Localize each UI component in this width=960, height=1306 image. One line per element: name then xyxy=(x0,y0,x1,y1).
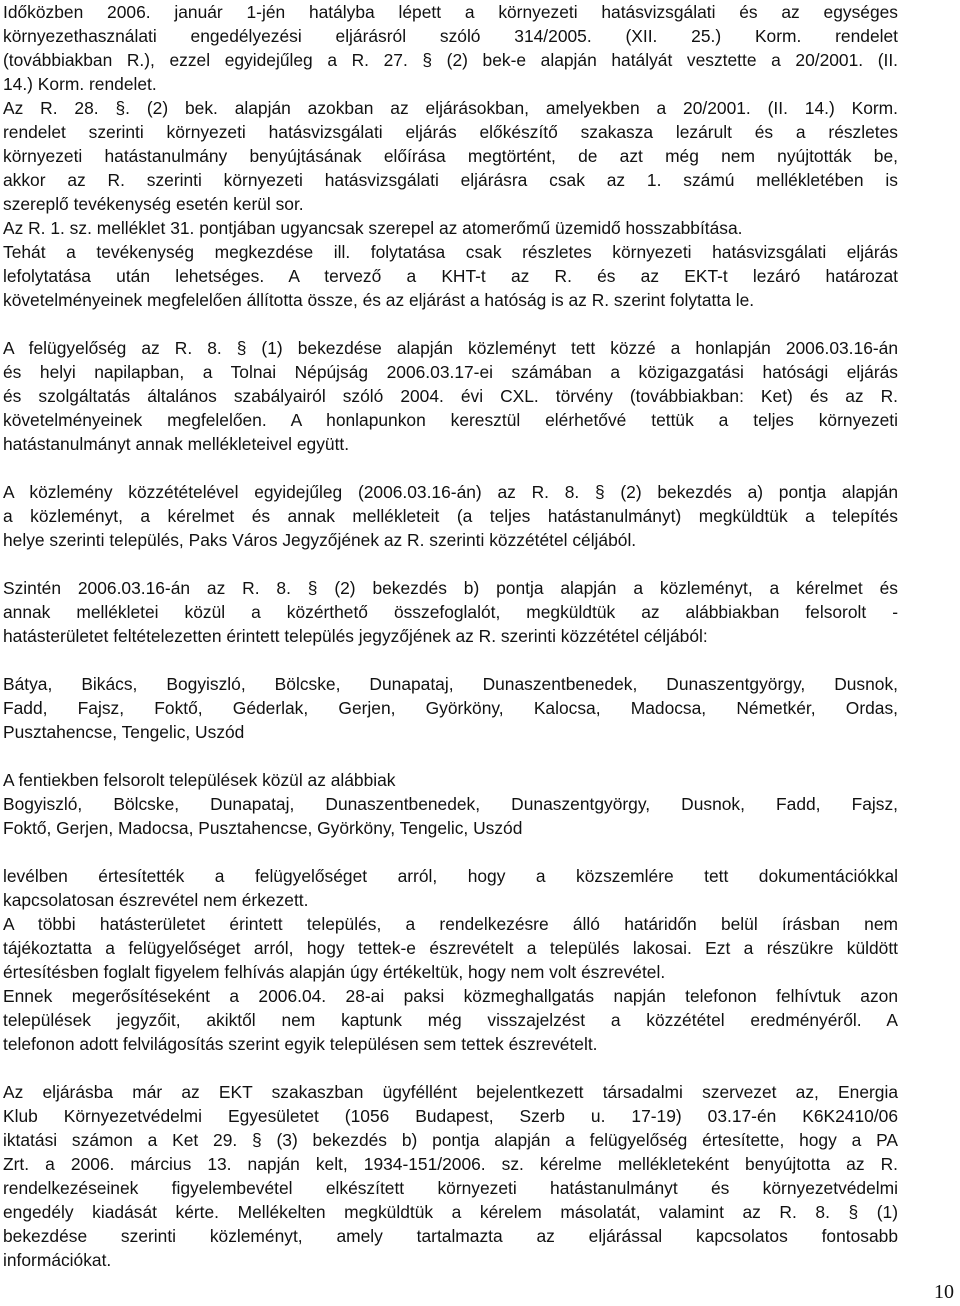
paragraph xyxy=(3,672,898,744)
text-line: a közleményt, a kérelmet és annak mellékleteit (a teljes hatástanulmányt) megküldtük a telepítés xyxy=(3,506,898,526)
text-line: rendelet szerinti környezeti hatásvizsgálati eljárás előkészítő szakasza lezárult és a részletes xyxy=(3,122,898,142)
text-line: és szolgáltatás általános szabályairól szóló 2004. évi CXL. törvény (továbbiakban: Ket) és az R. xyxy=(3,386,898,406)
text-line: Pusztahencse, Tengelic, Uszód xyxy=(3,722,245,742)
text-line: bekezdése szerinti közleményt, amely tartalmazta az eljárással kapcsolatos fontosabb xyxy=(3,1226,898,1246)
text-line: Fadd, Fajsz, Foktő, Géderlak, Gerjen, Györköny, Kalocsa, Madocsa, Németkér, Ordas, xyxy=(3,698,898,718)
paragraph xyxy=(3,0,898,312)
paragraph-gap xyxy=(3,744,898,768)
paragraph xyxy=(3,864,898,1056)
text-line: települések jegyzőit, akiktől nem kaptunk még visszajelzést a közzététel eredményéről. A xyxy=(3,1010,898,1030)
paragraph xyxy=(3,480,898,552)
text-line: környezeti hatástanulmány benyújtásának előírása megtörtént, de azt még nem nyújtották be, xyxy=(3,146,898,166)
text-line: levélben értesítették a felügyelőséget arról, hogy a közszemlére tett dokumentációkkal xyxy=(3,866,898,886)
paragraph-gap xyxy=(3,840,898,864)
text-line: annak mellékletei közül a közérthető összefoglalót, megküldtük az alábbiakban felsorolt - xyxy=(3,602,898,622)
text-line: A többi hatásterületet érintett település, a rendelkezésre álló határidőn belül írásban nem xyxy=(3,914,898,934)
text-line: lefolytatása után lehetséges. A tervező a KHT-t az R. és az EKT-t lezáró határozat xyxy=(3,266,898,286)
text-line: Időközben 2006. január 1-jén hatályba lépett a környezeti hatásvizsgálati és az egységes xyxy=(3,2,898,22)
text-line: Az R. 1. sz. melléklet 31. pontjában ugyancsak szerepel az atomerőmű üzemidő hosszabbítása. xyxy=(3,218,743,238)
text-line: szereplő tevékenység esetén kerül sor. xyxy=(3,194,304,214)
text-line: Ennek megerősítéseként a 2006.04. 28-ai paksi közmeghallgatás napján telefonon felhívtuk azon xyxy=(3,986,898,1006)
text-line: akkor az R. szerinti környezeti hatásvizsgálati eljárásra csak az 1. számú mellékletében is xyxy=(3,170,898,190)
text-line: Az R. 28. §. (2) bek. alapján azokban az eljárásokban, amelyekben a 20/2001. (II. 14.) Korm. xyxy=(3,98,898,118)
text-line: 14.) Korm. rendelet. xyxy=(3,74,157,94)
text-line: helye szerinti település, Paks Város Jegyzőjének az R. szerinti közzététel céljából. xyxy=(3,530,637,550)
text-line: A felügyelőség az R. 8. § (1) bekezdése alapján közleményt tett közzé a honlapján 2006.03.16-án xyxy=(3,338,898,358)
text-line: tájékoztatta a felügyelőséget arról, hogy tettek-e észrevételt a település lakosai. Ezt a részükre küldött xyxy=(3,938,898,958)
paragraph xyxy=(3,336,898,456)
paragraph xyxy=(3,1080,898,1272)
text-line: Bátya, Bikács, Bogyiszló, Bölcske, Dunapataj, Dunaszentbenedek, Dunaszentgyörgy, Dusnok, xyxy=(3,674,898,694)
text-line: értesítésben foglalt figyelem felhívás alapján úgy értékeltük, hogy nem volt észrevétel. xyxy=(3,962,666,982)
text-line: kapcsolatosan észrevétel nem érkezett. xyxy=(3,890,309,910)
text-line: A közlemény közzétételével egyidejűleg (2006.03.16-án) az R. 8. § (2) bekezdés a) pontja alapján xyxy=(3,482,898,502)
text-line: követelményeinek megfelelően. A honlapunkon keresztül elérhetővé tettük a teljes környezeti xyxy=(3,410,898,430)
text-line: Szintén 2006.03.16-án az R. 8. § (2) bekezdés b) pontja alapján a közleményt, a kérelmet és xyxy=(3,578,898,598)
text-line: Tehát a tevékenység megkezdése ill. folytatása csak részletes környezeti hatásvizsgálati eljárás xyxy=(3,242,898,262)
paragraph-gap xyxy=(3,456,898,480)
text-line: iktatási számon a Ket 29. § (3) bekezdés b) pontja alapján a felügyelőség értesítette, hogy a PA xyxy=(3,1130,898,1150)
text-line: Klub Környezetvédelmi Egyesületet (1056 Budapest, Szerb u. 17-19) 03.17-én K6K2410/06 xyxy=(3,1106,898,1126)
text-line: (továbbiakban R.), ezzel egyidejűleg a R. 27. § (2) bek-e alapján hatályát vesztette a 20/2001. (II. xyxy=(3,50,898,70)
text-line: A fentiekben felsorolt települések közül az alábbiak xyxy=(3,770,396,790)
text-line: követelményeinek megfelelően állította össze, és az eljárást a hatóság is az R. szerint folytatta le. xyxy=(3,290,755,310)
text-line: engedély kiadását kérte. Mellékelten megküldtük a kérelem másolatát, valamint az R. 8. § (1) xyxy=(3,1202,898,1222)
text-line: telefonon adott felvilágosítás szerint egyik településen sem tettek észrevételt. xyxy=(3,1034,598,1054)
paragraph-gap xyxy=(3,312,898,336)
paragraph-gap xyxy=(3,648,898,672)
paragraph xyxy=(3,768,898,840)
page-number: 10 xyxy=(934,1281,954,1303)
paragraph xyxy=(3,576,898,648)
text-line: Foktő, Gerjen, Madocsa, Pusztahencse, Györköny, Tengelic, Uszód xyxy=(3,818,523,838)
text-line: hatásterületet feltételezetten érintett település jegyzőjének az R. szerinti közzététel céljából: xyxy=(3,626,708,646)
text-line: Zrt. a 2006. március 13. napján kelt, 1934-151/2006. sz. kérelme mellékleteként benyújtotta az R. xyxy=(3,1154,898,1174)
document-body xyxy=(3,0,898,1272)
paragraph-gap xyxy=(3,552,898,576)
text-line: környezethasználati engedélyezési eljárásról szóló 314/2005. (XII. 25.) Korm. rendelet xyxy=(3,26,898,46)
text-line: Bogyiszló, Bölcske, Dunapataj, Dunaszentbenedek, Dunaszentgyörgy, Dusnok, Fadd, Fajsz, xyxy=(3,794,898,814)
paragraph-gap xyxy=(3,1056,898,1080)
text-line: Az eljárásba már az EKT szakaszban ügyféllént bejelentkezett társadalmi szervezet az, Energia xyxy=(3,1082,898,1102)
text-line: hatástanulmányt annak mellékleteivel együtt. xyxy=(3,434,350,454)
text-line: információkat. xyxy=(3,1250,112,1270)
text-line: és helyi napilapban, a Tolnai Népújság 2006.03.17-ei számában a közigazgatási hatósági eljárás xyxy=(3,362,898,382)
text-line: rendelkezéseinek figyelembevétel elkészített környezeti hatástanulmányt és környezetvédelmi xyxy=(3,1178,898,1198)
